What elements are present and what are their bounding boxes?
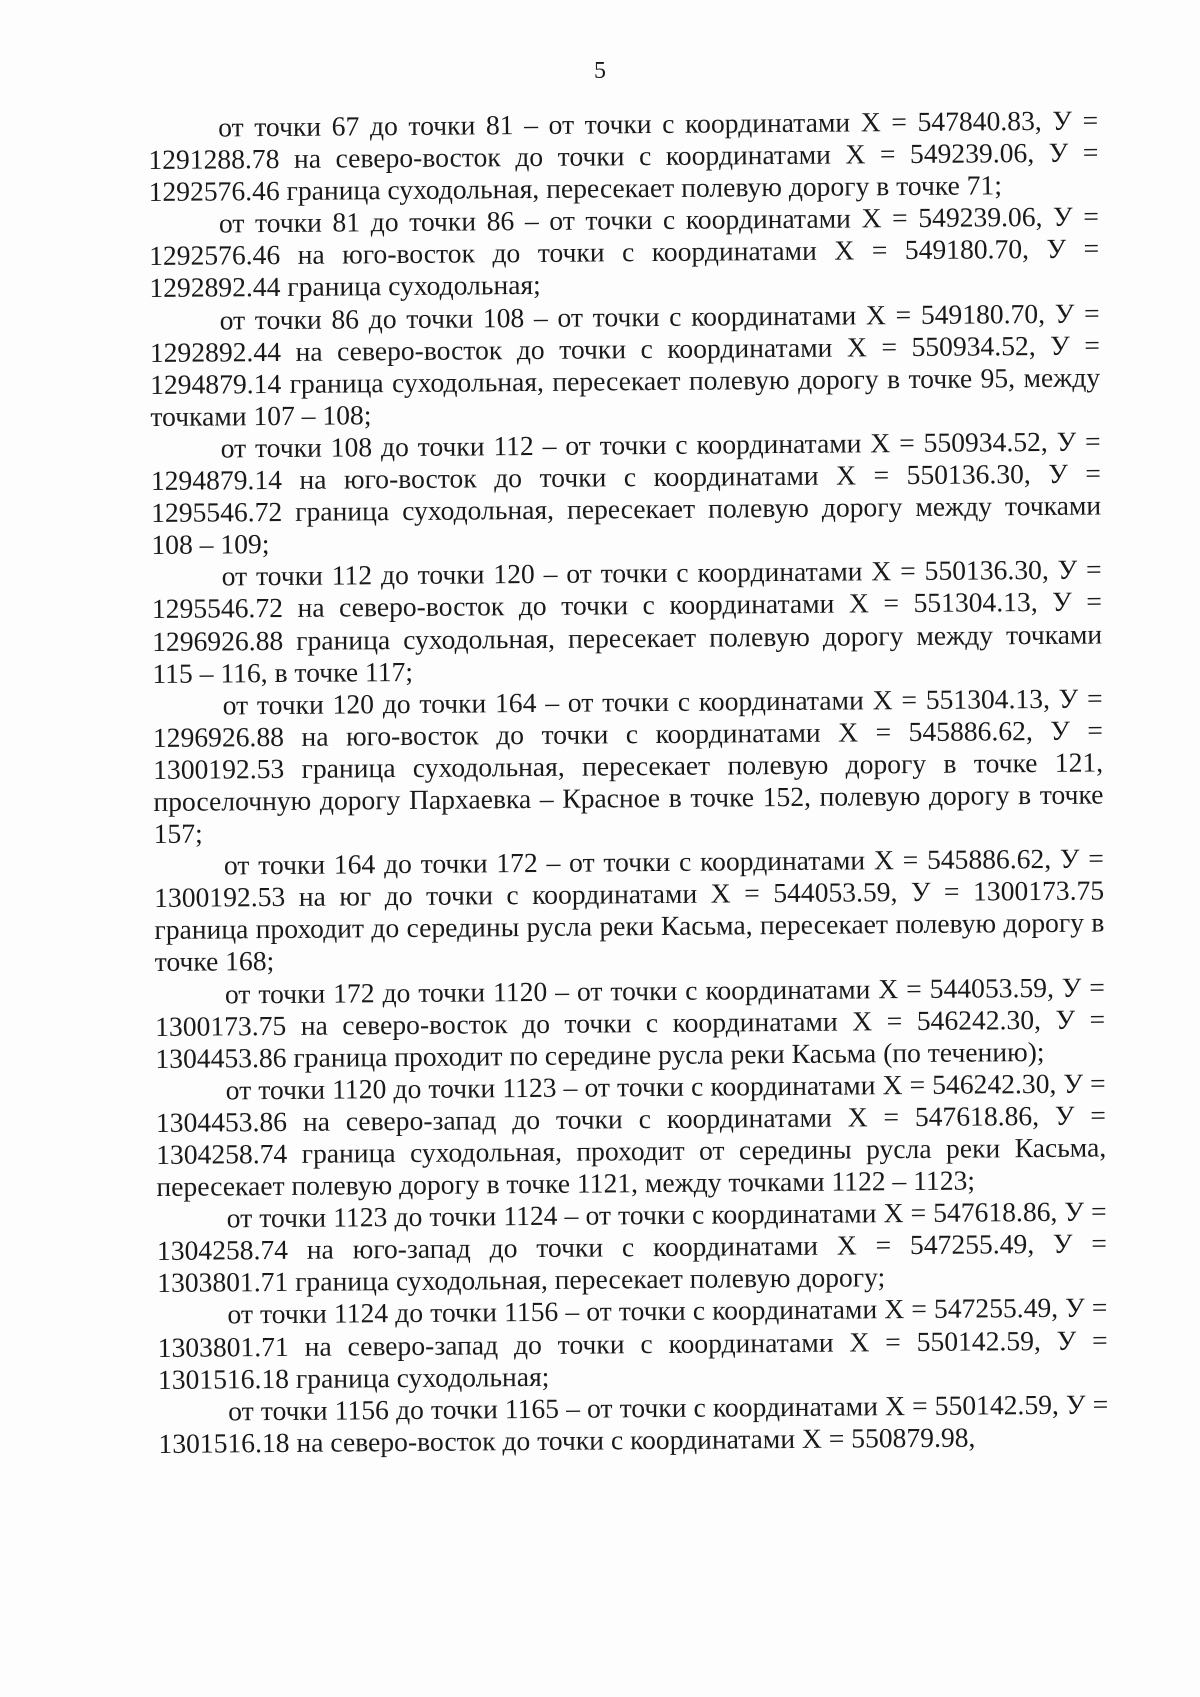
paragraph: от точки 112 до точки 120 – от точки с координатами Х = 550136.30, У = 1295546.72 на северо-восток до точки с координатами Х = 551304.13, У = 1296926.88 граница суходольная, пересекает полевую дорогу между точками 115 – 116, в точке 117;: [151, 553, 1103, 689]
paragraph: от точки 172 до точки 1120 – от точки с координатами Х = 544053.59, У = 1300173.75 на северо-восток до точки с координатами Х = 546242.30, У = 1304453.86 граница проходит по середине русла реки Касьма (по течению);: [155, 971, 1106, 1074]
paragraph: от точки 108 до точки 112 – от точки с координатами Х = 550934.52, У = 1294879.14 на юго-восток до точки с координатами Х = 550136.30, У = 1295546.72 граница суходольная, пересекает полевую дорогу между точками 108 – 109;: [150, 425, 1102, 561]
paragraph: от точки 164 до точки 172 – от точки с координатами Х = 545886.62, У = 1300192.53 на юг до точки с координатами Х = 544053.59, У = 1300173.75 граница проходит до середины русла реки Касьма, пересекает полевую дорогу в точке 168;: [154, 842, 1105, 978]
paragraph: от точки 120 до точки 164 – от точки с координатами Х = 551304.13, У = 1296926.88 на юго-восток до точки с координатами Х = 545886.62, У = 1300192.53 граница суходольная, пересекает полевую дорогу в точке 121, проселочную дорогу Пархаевка – Красное в точке 152, полевую дорогу в точке 157;: [152, 682, 1104, 850]
document-body: [148, 105, 1109, 1460]
paragraph: от точки 1120 до точки 1123 – от точки с координатами Х = 546242.30, У = 1304453.86 на северо-запад до точки с координатами Х = 547618.86, У = 1304258.74 граница суходольная, проходит от середины русла реки Касьма, пересекает полевую дорогу в точке 1121, между точками 1122 – 1123;: [155, 1067, 1107, 1203]
paragraph: от точки 81 до точки 86 – от точки с координатами Х = 549239.06, У = 1292576.46 на юго-восток до точки с координатами Х = 549180.70, У = 1292892.44 граница суходольная;: [149, 200, 1100, 304]
paragraph: от точки 1156 до точки 1165 – от точки с координатами Х = 550142.59, У = 1301516.18 на северо-восток до точки с координатами Х = 550879.98,: [158, 1388, 1109, 1459]
paragraph: от точки 86 до точки 108 – от точки с координатами Х = 549180.70, У = 1292892.44 на северо-восток до точки с координатами Х = 550934.52, У = 1294879.14 граница суходольная, пересекает полевую дорогу в точке 95, между точками 107 – 108;: [149, 297, 1101, 432]
page-number: 5: [594, 58, 606, 84]
paragraph: от точки 67 до точки 81 – от точки с координатами Х = 547840.83, У = 1291288.78 на северо-восток до точки с координатами Х = 549239.06, У = 1292576.46 граница суходольная, пересекает полевую дорогу в точке 71;: [148, 104, 1099, 208]
paragraph: от точки 1124 до точки 1156 – от точки с координатами Х = 547255.49, У = 1303801.71 на северо-запад до точки с координатами Х = 550142.59, У = 1301516.18 граница суходольная;: [157, 1291, 1108, 1395]
paragraph: от точки 1123 до точки 1124 – от точки с координатами Х = 547618.86, У = 1304258.74 на юго-запад до точки с координатами Х = 547255.49, У = 1303801.71 граница суходольная, пересекает полевую дорогу;: [156, 1195, 1108, 1299]
